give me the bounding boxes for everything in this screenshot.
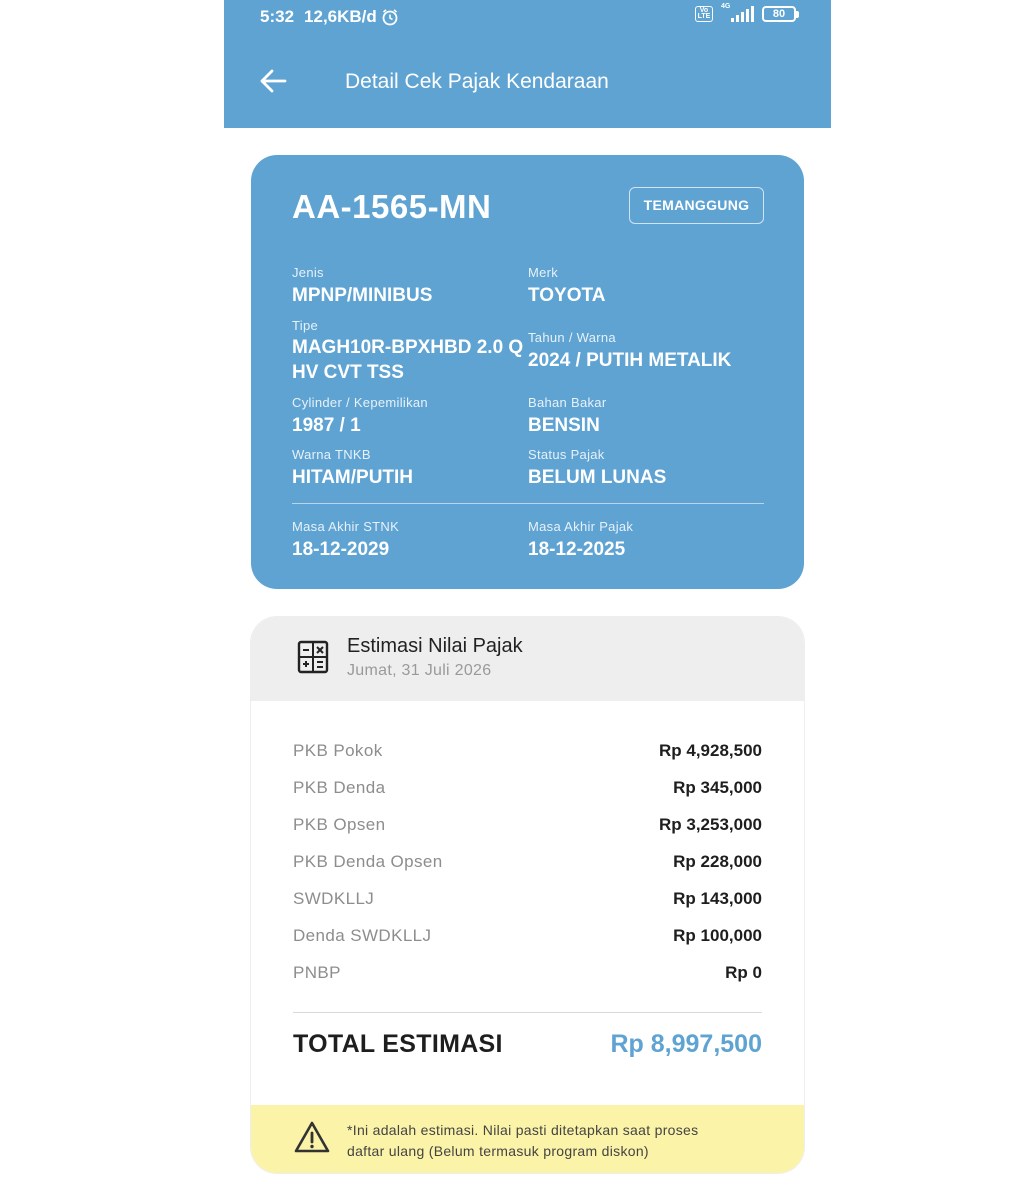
cylinder-label: Cylinder / Kepemilikan	[292, 395, 428, 410]
jenis-label: Jenis	[292, 265, 324, 280]
warna-tnkb-value: HITAM/PUTIH	[292, 467, 414, 488]
merk-label: Merk	[528, 265, 559, 280]
status-time: 5:32	[260, 7, 295, 26]
network-type: 4G	[721, 3, 731, 10]
tahun-warna-value: 2024 / PUTIH METALIK	[528, 350, 732, 371]
row-label-pkb-denda: PKB Denda	[293, 778, 386, 797]
status-pajak-label: Status Pajak	[528, 447, 605, 462]
row-value-pkb-pokok: Rp 4,928,500	[658, 741, 762, 760]
license-plate: AA-1565-MN	[292, 188, 492, 225]
estimate-notice	[251, 1105, 804, 1173]
bahan-bakar-value: BENSIN	[528, 415, 600, 436]
app-screen	[224, 0, 831, 1200]
status-pajak-value: BELUM LUNAS	[528, 467, 667, 488]
row-value-pkb-denda: Rp 345,000	[673, 778, 762, 797]
tipe-value-line2: HV CVT TSS	[292, 362, 404, 383]
signal-icon	[721, 3, 754, 22]
status-bar-left	[260, 7, 399, 27]
tax-estimate-card	[251, 617, 804, 1173]
row-label-pkb-pokok: PKB Pokok	[293, 741, 383, 760]
notice-text	[347, 1120, 767, 1162]
row-label-pkb-opsen: PKB Opsen	[293, 815, 386, 834]
battery-level: 80	[762, 6, 796, 22]
cylinder-value: 1987 / 1	[292, 415, 361, 436]
total-divider	[293, 1012, 762, 1013]
warna-tnkb-label: Warna TNKB	[292, 447, 371, 462]
row-label-denda-swdkllj: Denda SWDKLLJ	[293, 926, 432, 945]
masa-pajak-value: 18-12-2025	[528, 539, 626, 560]
tipe-value-line1: MAGH10R-BPXHBD 2.0 Q	[292, 337, 524, 358]
row-value-swdkllj: Rp 143,000	[673, 889, 762, 908]
row-label-pkb-denda-opsen: PKB Denda Opsen	[293, 852, 443, 871]
estimate-date: Jumat, 31 Juli 2026	[347, 662, 492, 679]
masa-pajak-label: Masa Akhir Pajak	[528, 519, 634, 534]
estimate-header	[251, 617, 804, 701]
battery-icon	[762, 6, 799, 22]
notice-line-1: *Ini adalah estimasi. Nilai pasti ditetapkan saat proses	[347, 1122, 699, 1138]
total-value: Rp 8,997,500	[610, 1030, 762, 1058]
row-label-swdkllj: SWDKLLJ	[293, 889, 375, 908]
masa-stnk-label: Masa Akhir STNK	[292, 519, 400, 534]
total-label: TOTAL ESTIMASI	[293, 1030, 503, 1058]
tipe-label: Tipe	[292, 318, 319, 333]
page-title: Detail Cek Pajak Kendaraan	[345, 70, 609, 93]
masa-stnk-value: 18-12-2029	[292, 539, 390, 560]
app-header	[224, 0, 831, 128]
row-value-pkb-denda-opsen: Rp 228,000	[673, 852, 762, 871]
vehicle-card	[251, 155, 804, 589]
arrow-left-icon[interactable]	[258, 66, 288, 96]
region-badge: TEMANGGUNG	[629, 187, 764, 224]
estimate-title: Estimasi Nilai Pajak	[347, 635, 523, 657]
row-value-pkb-opsen: Rp 3,253,000	[658, 815, 762, 834]
card-divider	[292, 503, 764, 504]
bahan-bakar-label: Bahan Bakar	[528, 395, 607, 410]
row-label-pnbp: PNBP	[293, 963, 341, 982]
row-value-pnbp: Rp 0	[725, 963, 762, 982]
network-speed: 12,6KB/d	[304, 7, 377, 26]
jenis-value: MPNP/MINIBUS	[292, 285, 433, 306]
tahun-warna-label: Tahun / Warna	[528, 330, 616, 345]
row-value-denda-swdkllj: Rp 100,000	[673, 926, 762, 945]
notice-line-2: daftar ulang (Belum termasuk program diskon)	[347, 1143, 649, 1159]
warning-icon	[293, 1120, 331, 1154]
volte-icon: Vo LTE	[695, 6, 713, 22]
status-bar-right	[695, 3, 799, 22]
alarm-icon	[381, 8, 399, 26]
calculator-icon	[297, 640, 329, 674]
merk-value: TOYOTA	[528, 285, 606, 306]
